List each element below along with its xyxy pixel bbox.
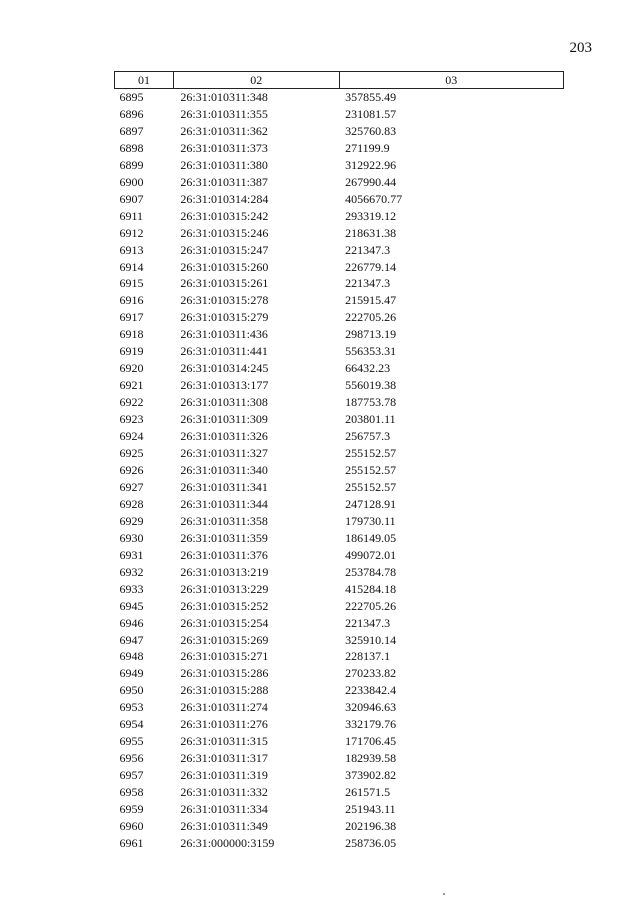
cadastral-value: 270233.82 [345, 666, 397, 681]
cadastral-number: 26:31:010311:358 [180, 513, 268, 528]
table-row [115, 479, 564, 496]
table-row [115, 733, 564, 750]
row-number: 6959 [119, 802, 144, 817]
row-number: 6930 [119, 530, 144, 545]
row-number: 6957 [119, 768, 144, 783]
table-row [115, 682, 564, 699]
cadastral-value: 66432.23 [345, 361, 391, 376]
cadastral-number: 26:31:010311:319 [180, 768, 268, 783]
cadastral-number: 26:31:010315:269 [180, 632, 269, 647]
cadastral-value: 221347.3 [345, 276, 391, 291]
cadastral-number: 26:31:010311:327 [180, 446, 268, 461]
cadastral-value: 226779.14 [345, 259, 397, 274]
table-row [115, 343, 564, 360]
cadastral-number: 26:31:010311:348 [180, 90, 268, 104]
cadastral-value: 325910.14 [345, 632, 397, 647]
cadastral-number: 26:31:010311:340 [180, 462, 268, 477]
cadastral-number: 26:31:010311:276 [180, 717, 268, 732]
row-number: 6954 [119, 717, 144, 732]
row-number: 6958 [119, 785, 144, 800]
cadastral-number: 26:31:010315:246 [180, 225, 269, 240]
cadastral-number: 26:31:010311:344 [180, 496, 268, 511]
table-row [115, 259, 564, 276]
row-number: 6932 [119, 564, 144, 579]
cadastral-value: 221347.3 [345, 615, 391, 630]
table-row [115, 326, 564, 343]
cadastral-value: 357855.49 [345, 90, 397, 104]
row-number: 6921 [119, 378, 144, 393]
cadastral-number: 26:31:010311:380 [180, 157, 268, 172]
table-row [115, 462, 564, 479]
row-number: 6925 [119, 446, 144, 461]
cadastral-number: 26:31:010311:387 [180, 174, 268, 189]
cadastral-number: 26:31:010311:315 [180, 734, 268, 749]
table-row [115, 581, 564, 598]
cadastral-value: 373902.82 [345, 768, 397, 783]
row-number: 6945 [119, 598, 144, 613]
cadastral-number: 26:31:010313:229 [180, 581, 269, 596]
cadastral-value: 2233842.4 [345, 683, 397, 698]
cadastral-number: 26:31:010315:242 [180, 208, 269, 223]
table-row [115, 665, 564, 682]
table-row [115, 140, 564, 157]
row-number: 6917 [119, 310, 144, 325]
cadastral-number: 26:31:010311:332 [180, 785, 268, 800]
table-row [115, 801, 564, 818]
cadastral-number: 26:31:010313:177 [180, 378, 269, 393]
table-row [115, 89, 564, 106]
cadastral-value: 253784.78 [345, 564, 397, 579]
cadastral-number: 26:31:010315:252 [180, 598, 269, 613]
cadastral-number: 26:31:010311:441 [180, 344, 268, 359]
cadastral-value: 556353.31 [345, 344, 397, 359]
cadastral-value: 271199.9 [345, 140, 390, 155]
cadastral-number: 26:31:010315:278 [180, 293, 269, 308]
row-number: 6953 [119, 700, 144, 715]
cadastral-number: 26:31:010311:309 [180, 412, 268, 427]
table-row [115, 360, 564, 377]
table-row [115, 513, 564, 530]
row-number: 6961 [119, 835, 144, 850]
column-header-03: 03 [339, 72, 563, 89]
table-row [115, 123, 564, 140]
table-row [115, 750, 564, 767]
cadastral-value: 182939.58 [345, 751, 397, 766]
cadastral-value: 4056670.77 [345, 191, 403, 206]
row-number: 6899 [119, 157, 144, 172]
row-number: 6946 [119, 615, 144, 630]
table-row [115, 496, 564, 513]
cadastral-number: 26:31:010314:284 [180, 191, 269, 206]
table-row [115, 106, 564, 123]
cadastral-value: 255152.57 [345, 462, 397, 477]
cadastral-number: 26:31:010311:334 [180, 802, 268, 817]
row-number: 6907 [119, 191, 144, 206]
cadastral-number: 26:31:010311:326 [180, 429, 268, 444]
cadastral-value-table [114, 71, 564, 852]
cadastral-value: 218631.38 [345, 225, 397, 240]
cadastral-value: 221347.3 [345, 242, 391, 257]
page-number: 203 [569, 40, 592, 56]
cadastral-number: 26:31:010315:260 [180, 259, 269, 274]
cadastral-number: 26:31:010315:279 [180, 310, 269, 325]
cadastral-number: 26:31:010313:219 [180, 564, 269, 579]
cadastral-value: 203801.11 [345, 412, 396, 427]
cadastral-number: 26:31:010311:373 [180, 140, 268, 155]
cadastral-value: 256757.3 [345, 429, 391, 444]
table-row [115, 445, 564, 462]
row-number: 6916 [119, 293, 144, 308]
table-row [115, 632, 564, 649]
cadastral-value: 293319.12 [345, 208, 397, 223]
cadastral-number: 26:31:010315:271 [180, 649, 269, 664]
cadastral-number: 26:31:010315:254 [180, 615, 269, 630]
row-number: 6915 [119, 276, 144, 291]
cadastral-number: 26:31:010315:288 [180, 683, 269, 698]
table-row [115, 547, 564, 564]
row-number: 6900 [119, 174, 144, 189]
row-number: 6927 [119, 479, 144, 494]
table-row [115, 530, 564, 547]
table-row [115, 377, 564, 394]
cadastral-value: 415284.18 [345, 581, 397, 596]
row-number: 6929 [119, 513, 144, 528]
table-row [115, 394, 564, 411]
cadastral-number: 26:31:010315:247 [180, 242, 269, 257]
cadastral-number: 26:31:010314:245 [180, 361, 269, 376]
cadastral-value: 179730.11 [345, 513, 396, 528]
table-row [115, 428, 564, 445]
table-row [115, 564, 564, 581]
table-row [115, 784, 564, 801]
row-number: 6913 [119, 242, 144, 257]
cadastral-number: 26:31:010311:362 [180, 123, 268, 138]
cadastral-value: 267990.44 [345, 174, 397, 189]
row-number: 6911 [119, 208, 144, 223]
table-row [115, 598, 564, 615]
cadastral-value: 258736.05 [345, 835, 397, 850]
row-number: 6922 [119, 395, 144, 410]
cadastral-value: 320946.63 [345, 700, 397, 715]
cadastral-number: 26:31:010311:436 [180, 327, 268, 342]
cadastral-value: 228137.1 [345, 649, 391, 664]
row-number: 6919 [119, 344, 144, 359]
cadastral-value: 298713.19 [345, 327, 397, 342]
cadastral-value: 325760.83 [345, 123, 397, 138]
cadastral-number: 26:31:010315:286 [180, 666, 269, 681]
table-row [115, 208, 564, 225]
cadastral-value: 312922.96 [345, 157, 397, 172]
cadastral-value: 255152.57 [345, 446, 397, 461]
cadastral-number: 26:31:010311:355 [180, 106, 268, 121]
row-number: 6898 [119, 140, 144, 155]
table-row [115, 615, 564, 632]
row-number: 6920 [119, 361, 144, 376]
row-number: 6955 [119, 734, 144, 749]
cadastral-number: 26:31:010311:376 [180, 547, 268, 562]
row-number: 6933 [119, 581, 144, 596]
cadastral-number: 26:31:000000:3159 [180, 835, 275, 850]
row-number: 6914 [119, 259, 144, 274]
table-row [115, 275, 564, 292]
row-number: 6912 [119, 225, 144, 240]
cadastral-value: 171706.45 [345, 734, 397, 749]
row-number: 6928 [119, 496, 144, 511]
row-number: 6950 [119, 683, 144, 698]
row-number: 6924 [119, 429, 144, 444]
table-row [115, 835, 564, 852]
row-number: 6947 [119, 632, 144, 647]
cadastral-value: 215915.47 [345, 293, 397, 308]
cadastral-number: 26:31:010311:359 [180, 530, 268, 545]
cadastral-value: 222705.26 [345, 310, 397, 325]
scan-speck [443, 893, 445, 895]
table-row [115, 648, 564, 665]
cadastral-number: 26:31:010311:341 [180, 479, 268, 494]
table-row [115, 818, 564, 835]
row-number: 6926 [119, 462, 144, 477]
cadastral-value: 247128.91 [345, 496, 397, 511]
table-row [115, 174, 564, 191]
table-row [115, 716, 564, 733]
cadastral-value: 499072.01 [345, 547, 397, 562]
row-number: 6948 [119, 649, 144, 664]
table-row [115, 699, 564, 716]
table-row [115, 309, 564, 326]
row-number: 6918 [119, 327, 144, 342]
cadastral-number: 26:31:010311:317 [180, 751, 268, 766]
table-row [115, 767, 564, 784]
row-number: 6896 [119, 106, 144, 121]
row-number: 6960 [119, 818, 144, 833]
cadastral-value: 222705.26 [345, 598, 397, 613]
table-row [115, 157, 564, 174]
cadastral-number: 26:31:010311:308 [180, 395, 268, 410]
cadastral-value: 186149.05 [345, 530, 397, 545]
cadastral-value: 187753.78 [345, 395, 397, 410]
cadastral-value: 556019.38 [345, 378, 397, 393]
table-header [115, 72, 564, 89]
cadastral-value: 231081.57 [345, 106, 397, 121]
cadastral-value: 202196.38 [345, 818, 397, 833]
cadastral-value: 261571.5 [345, 785, 391, 800]
cadastral-number: 26:31:010315:261 [180, 276, 269, 291]
row-number: 6931 [119, 547, 144, 562]
row-number: 6897 [119, 123, 144, 138]
column-header-02: 02 [173, 72, 339, 89]
table-row [115, 292, 564, 309]
row-number: 6956 [119, 751, 144, 766]
table-row [115, 191, 564, 208]
row-number: 6923 [119, 412, 144, 427]
cadastral-value: 255152.57 [345, 479, 397, 494]
cadastral-number: 26:31:010311:274 [180, 700, 268, 715]
cadastral-number: 26:31:010311:349 [180, 818, 268, 833]
row-number: 6949 [119, 666, 144, 681]
column-header-01: 01 [115, 72, 174, 89]
table-row [115, 411, 564, 428]
cadastral-value: 251943.11 [345, 802, 396, 817]
table-row [115, 242, 564, 259]
row-number: 6895 [119, 90, 144, 104]
cadastral-value: 332179.76 [345, 717, 397, 732]
table-row [115, 225, 564, 242]
table-body [115, 89, 564, 852]
